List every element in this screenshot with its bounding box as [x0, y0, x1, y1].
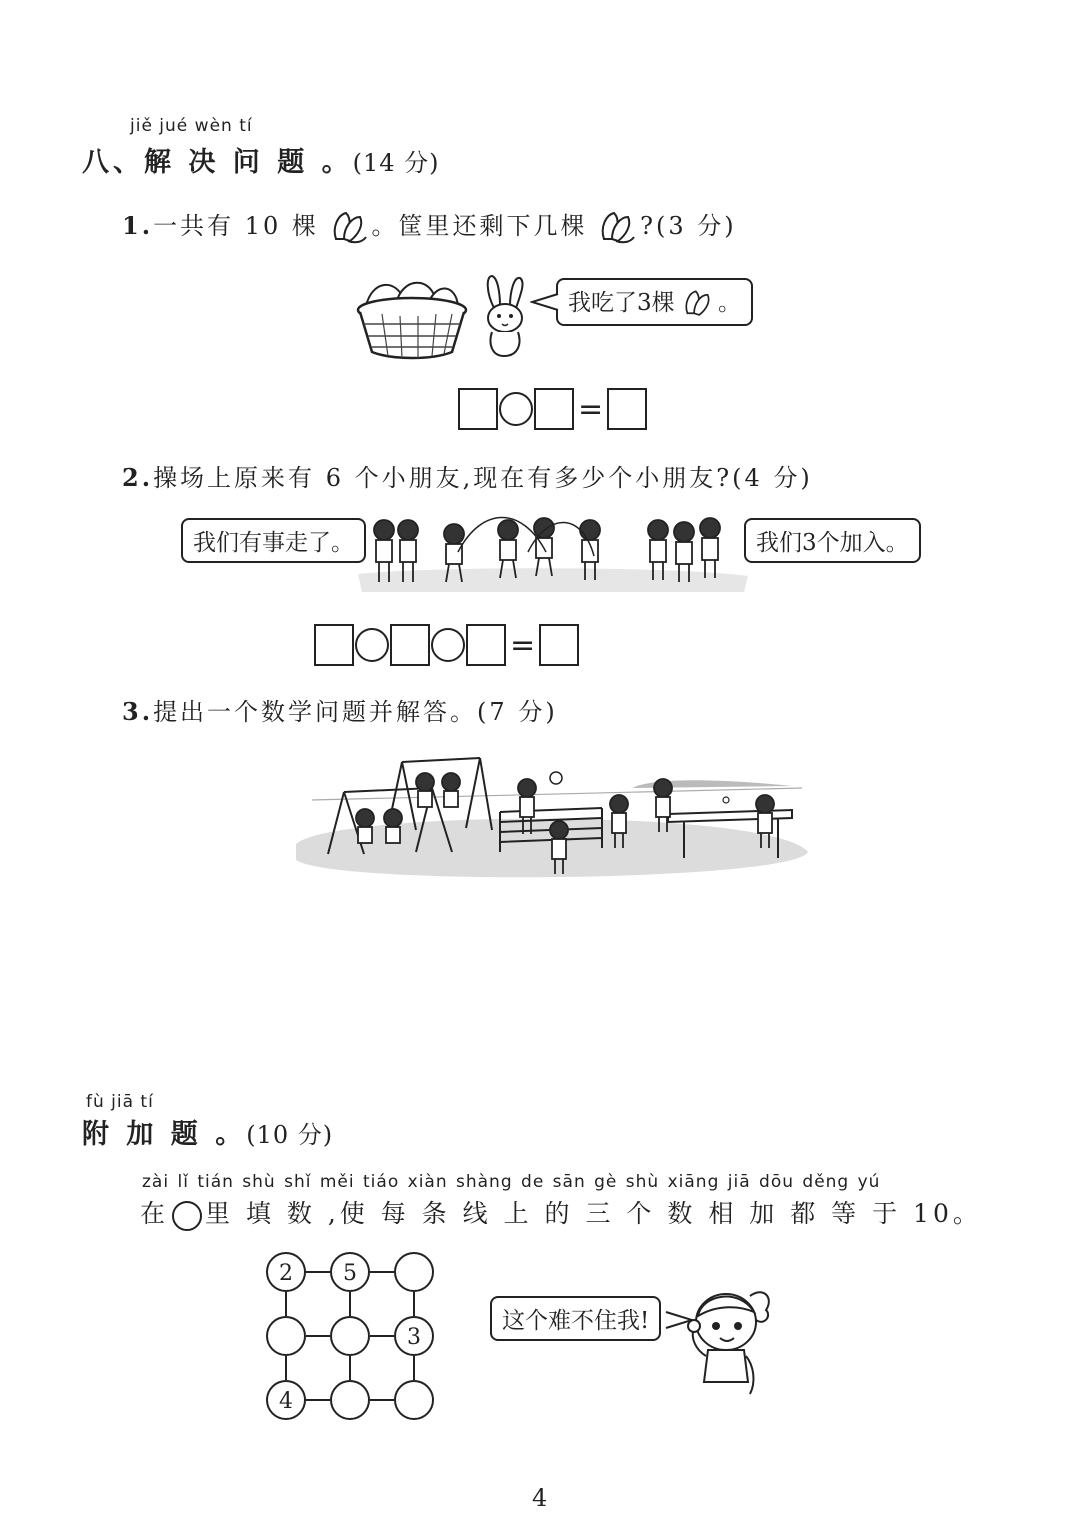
children-playground-scene — [352, 512, 752, 594]
answer-box[interactable] — [314, 624, 354, 666]
bonus-title — [82, 1112, 333, 1151]
bok-choy-icon — [598, 209, 640, 247]
q2-number: 2. — [122, 463, 154, 492]
answer-box[interactable] — [539, 624, 579, 666]
q2-answer-expression — [314, 624, 579, 666]
section8-score: (14 分) — [352, 149, 440, 177]
grid-value-bottom-left: 4 — [279, 1389, 293, 1414]
q1-text-c: ?(3 分) — [640, 212, 737, 240]
page-number: 4 — [532, 1484, 548, 1512]
grid-circle-bottom-mid[interactable] — [331, 1381, 369, 1419]
playground-swing-volleyball-pingpong-scene — [292, 748, 812, 890]
rabbit-icon — [478, 274, 532, 360]
bonus-title-text: 附 加 题 。 — [82, 1119, 247, 1150]
q3-text — [122, 692, 558, 727]
grid-value-mid-right: 3 — [407, 1325, 421, 1350]
bonus-score: (10 分) — [246, 1121, 334, 1149]
section8-title — [82, 140, 440, 179]
answer-box[interactable] — [607, 388, 647, 430]
q2-right-bubble: 我们3个加入。 — [744, 518, 921, 563]
bonus-instruction-pinyin: zài lǐ tián shù shǐ měi tiáo xiàn shàng de sān gè shù xiāng jiā dōu děng yú — [142, 1172, 881, 1192]
bonus-instruction — [140, 1194, 982, 1231]
equals-sign: = — [510, 627, 536, 663]
grid-circle-top-right[interactable] — [395, 1253, 433, 1291]
q2-left-bubble: 我们有事走了。 — [181, 518, 366, 563]
equals-sign: = — [578, 391, 604, 427]
bonus-pinyin: fù jiā tí — [86, 1092, 154, 1112]
answer-box[interactable] — [466, 624, 506, 666]
grid-circle-center[interactable] — [331, 1317, 369, 1355]
grid-value-top-mid: 5 — [343, 1261, 357, 1286]
operator-circle[interactable] — [499, 392, 533, 426]
q1-number: 1. — [122, 211, 154, 240]
operator-circle[interactable] — [431, 628, 465, 662]
answer-box[interactable] — [534, 388, 574, 430]
q1-speech-bubble — [556, 278, 753, 326]
q2-body: 操场上原来有 6 个小朋友,现在有多少个小朋友?(4 分) — [153, 464, 813, 492]
girl-illustration — [684, 1282, 774, 1402]
q3-number: 3. — [122, 697, 154, 726]
q2-text — [122, 458, 813, 493]
bok-choy-icon — [682, 288, 718, 320]
grid-circle-mid-left[interactable] — [267, 1317, 305, 1355]
vegetable-basket-illustration — [352, 270, 472, 362]
grid-value-top-left: 2 — [279, 1261, 293, 1286]
section8-pinyin: jiě jué wèn tí — [130, 116, 253, 136]
bok-choy-icon — [330, 209, 372, 247]
circle-symbol — [172, 1201, 202, 1231]
q1-bubble-end: 。 — [717, 290, 741, 316]
q1-answer-expression — [458, 388, 647, 430]
answer-box[interactable] — [458, 388, 498, 430]
q1-text — [122, 206, 737, 247]
grid-circle-bottom-right[interactable] — [395, 1381, 433, 1419]
q1-text-b: 。筐里还剩下几棵 — [371, 212, 588, 240]
bubble-tail — [530, 292, 560, 312]
answer-box[interactable] — [390, 624, 430, 666]
bonus-instruction-b: 里 填 数 ,使 每 条 线 上 的 三 个 数 相 加 都 等 于 10。 — [205, 1199, 982, 1228]
bonus-speech-bubble: 这个难不住我! — [490, 1296, 661, 1341]
section8-title-text: 八、解 决 问 题 。 — [82, 147, 353, 178]
operator-circle[interactable] — [355, 628, 389, 662]
number-grid-puzzle — [262, 1250, 438, 1426]
q1-bubble-text: 我吃了3棵 — [568, 290, 675, 316]
bonus-instruction-a: 在 — [140, 1199, 170, 1228]
q1-text-a: 一共有 10 棵 — [153, 212, 319, 240]
q3-body: 提出一个数学问题并解答。(7 分) — [153, 698, 558, 726]
